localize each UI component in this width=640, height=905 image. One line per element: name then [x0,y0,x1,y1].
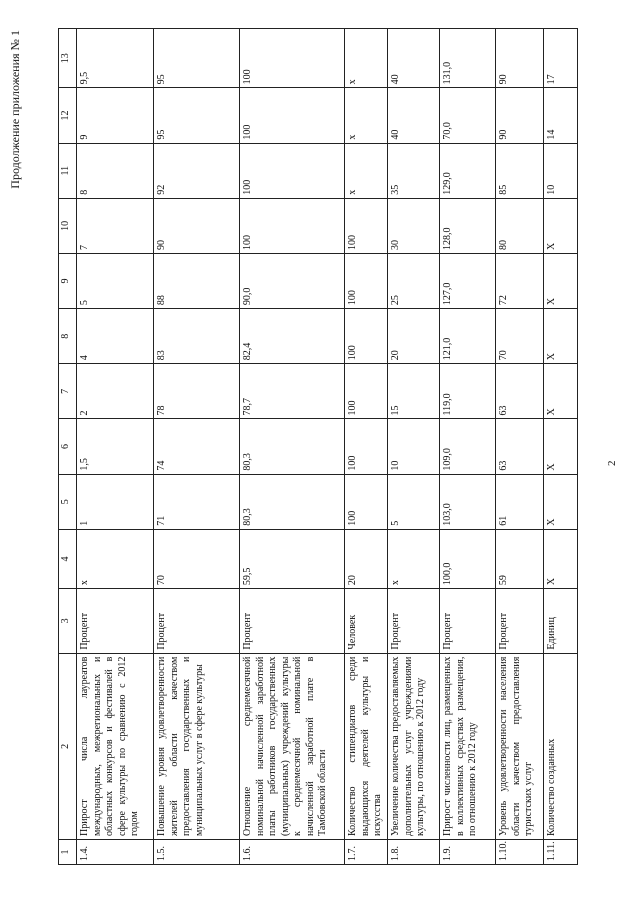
value-cell: 80,3 [240,419,345,474]
value-cell: Х [544,198,578,253]
value-cell: 131,0 [440,29,496,88]
value-cell: 7 [77,198,154,253]
value-cell: 121,0 [440,309,496,364]
value-cell: 85 [496,143,544,198]
value-cell: 100 [345,253,388,308]
value-cell: 30 [388,198,440,253]
column-header: 7 [59,364,77,419]
value-cell: Х [544,309,578,364]
row-number-cell: 1.4. [77,840,154,865]
value-cell: 90 [154,198,240,253]
column-header: 9 [59,253,77,308]
value-cell: 20 [388,309,440,364]
value-cell: Х [544,529,578,588]
value-cell: 9,5 [77,29,154,88]
row-number-cell: 1.5. [154,840,240,865]
value-cell: 9 [77,88,154,143]
value-cell: 100,0 [440,529,496,588]
value-cell: 100 [345,198,388,253]
column-header: 13 [59,29,77,88]
value-cell: 129,0 [440,143,496,198]
value-cell: 17 [544,29,578,88]
row-number-cell: 1.6. [240,840,345,865]
column-header: 4 [59,529,77,588]
value-cell: 1,5 [77,419,154,474]
indicator-name-cell: Количество созданных [544,653,578,839]
value-cell: 5 [388,474,440,529]
value-cell: 92 [154,143,240,198]
indicator-name-cell: Повышение уровня удовлетворенности жителей области качеством предоставления государственных и муниципальных услуг в сфере культуры [154,653,240,839]
column-header: 12 [59,88,77,143]
value-cell: 119,0 [440,364,496,419]
value-cell: Х [544,364,578,419]
value-cell: 2 [77,364,154,419]
value-cell: Х [544,474,578,529]
unit-cell: Процент [440,589,496,654]
table-row [345,29,388,865]
value-cell: 40 [388,88,440,143]
value-cell: 100 [345,364,388,419]
value-cell: 63 [496,364,544,419]
row-number-cell: 1.8. [388,840,440,865]
unit-cell: Процент [496,589,544,654]
value-cell: 25 [388,253,440,308]
unit-cell: Единиц [544,589,578,654]
value-cell: 109,0 [440,419,496,474]
table-row [544,29,578,865]
table-header-row [59,29,77,865]
column-header: 8 [59,309,77,364]
value-cell: 72 [496,253,544,308]
value-cell: 74 [154,419,240,474]
unit-cell: Процент [388,589,440,654]
value-cell: 78 [154,364,240,419]
value-cell: 100 [240,143,345,198]
value-cell: 90 [496,88,544,143]
value-cell: 61 [496,474,544,529]
appendix-label: Продолжение приложения № 1 [8,30,22,189]
value-cell: 71 [154,474,240,529]
column-header: 11 [59,143,77,198]
value-cell: 70,0 [440,88,496,143]
value-cell: х [345,143,388,198]
table-row [154,29,240,865]
table-row [440,29,496,865]
value-cell: х [77,529,154,588]
unit-cell: Человек [345,589,388,654]
column-header: 6 [59,419,77,474]
value-cell: 78,7 [240,364,345,419]
value-cell: 4 [77,309,154,364]
indicator-name-cell: Уровень удовлетворенности населения области качеством предоставления туристских услуг [496,653,544,839]
value-cell: х [345,29,388,88]
column-header: 5 [59,474,77,529]
value-cell: 15 [388,364,440,419]
value-cell: 95 [154,29,240,88]
value-cell: Х [544,419,578,474]
value-cell: х [345,88,388,143]
value-cell: 100 [240,88,345,143]
value-cell: 63 [496,419,544,474]
row-number-cell: 1.10. [496,840,544,865]
indicator-name-cell: Прирост числа лауреатов международных, межрегиональных и областных конкурсов и фестивалей в сфере культуры по сравнению с 2012 годом [77,653,154,839]
value-cell: 80 [496,198,544,253]
row-number-cell: 1.9. [440,840,496,865]
unit-cell: Процент [77,589,154,654]
value-cell: 10 [544,143,578,198]
value-cell: 80,3 [240,474,345,529]
indicator-name-cell: Увеличение количества предоставляемых дополнительных услуг учреждениями культуры, по отношению к 2012 году [388,653,440,839]
value-cell: 103,0 [440,474,496,529]
indicators-table [58,28,578,865]
value-cell: 82,4 [240,309,345,364]
value-cell: 100 [345,309,388,364]
table-row [240,29,345,865]
indicator-name-cell: Количество стипендиатов среди выдающихся деятелей культуры и искусства [345,653,388,839]
value-cell: 8 [77,143,154,198]
indicator-name-cell: Отношение среднемесячной номинальной начисленной заработной платы работников государственных (муниципальных) учреждений культуры к среднемесячной номинальной начисленной заработной плате в Тамбовской области [240,653,345,839]
value-cell: Х [544,253,578,308]
value-cell: 88 [154,253,240,308]
value-cell: 35 [388,143,440,198]
page-number: 2 [606,460,618,466]
column-header: 3 [59,589,77,654]
column-header: 10 [59,198,77,253]
unit-cell: Процент [154,589,240,654]
value-cell: х [388,529,440,588]
value-cell: 5 [77,253,154,308]
column-header: 2 [59,653,77,839]
value-cell: 59,5 [240,529,345,588]
value-cell: 100 [240,29,345,88]
row-number-cell: 1.7. [345,840,388,865]
table-row [77,29,154,865]
value-cell: 128,0 [440,198,496,253]
unit-cell: Процент [240,589,345,654]
value-cell: 127,0 [440,253,496,308]
table-row [496,29,544,865]
value-cell: 90 [496,29,544,88]
value-cell: 100 [240,198,345,253]
value-cell: 100 [345,474,388,529]
value-cell: 40 [388,29,440,88]
row-number-cell: 1.11. [544,840,578,865]
value-cell: 14 [544,88,578,143]
value-cell: 95 [154,88,240,143]
value-cell: 20 [345,529,388,588]
column-header: 1 [59,840,77,865]
table-row [388,29,440,865]
value-cell: 100 [345,419,388,474]
value-cell: 70 [496,309,544,364]
value-cell: 10 [388,419,440,474]
value-cell: 1 [77,474,154,529]
indicator-name-cell: Прирост численности лиц, размещенных в коллективных средствах размещения, по отношению к 2012 году [440,653,496,839]
value-cell: 90,0 [240,253,345,308]
value-cell: 59 [496,529,544,588]
value-cell: 70 [154,529,240,588]
value-cell: 83 [154,309,240,364]
